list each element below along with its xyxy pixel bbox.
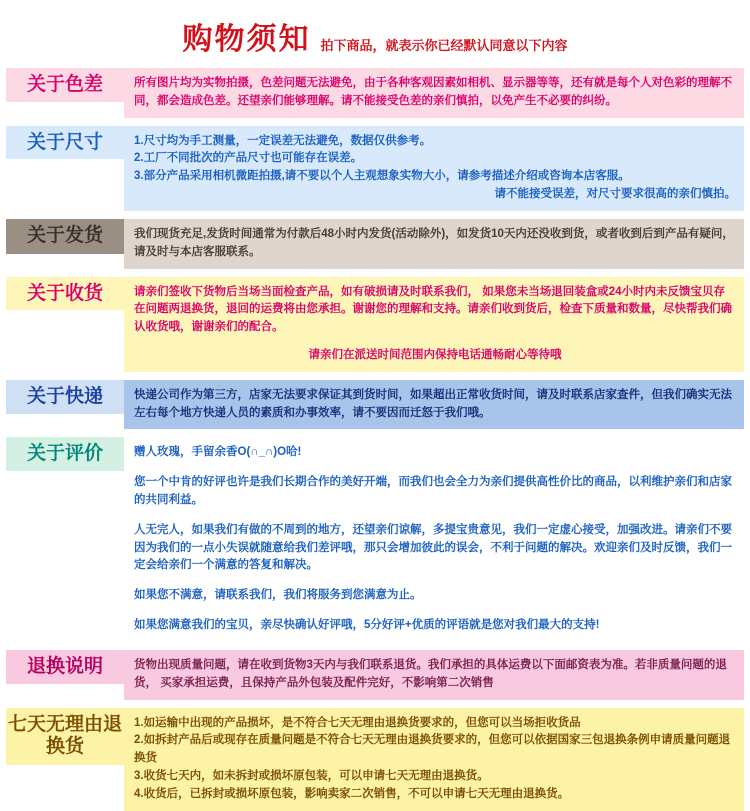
section-line: 快递公司作为第三方，店家无法要求保证其到货时间，如果超出正常收货时间，请及时联系店家查件，但我们确实无法左右每个地方快递人员的素质和办事效率，请不要因而迁怒于我们哦。 [134,388,732,419]
section-line: 人无完人，如果我们有做的不周到的地方，还望亲们谅解，多提宝贵意见，我们一定虚心接受，加强改进。请亲们不要因为我们的一点小失误就随意给我们差评哦，那只会增加彼此的误会，不利于问题的解决。欢迎亲们及时反馈，我们一定会给亲们一个满意的答复和解决。 [134,523,732,572]
section-line: 请亲们签收下货物后当场当面检查产品，如有破损请及时联系我们， 如果您未当场退回装盒或24小时内未反馈宝贝存在问题两退换货，退回的运费将由您承担。谢谢您的理解和支持。请亲们收到货后，检查下质量和数量，尽快帮我们确认收货哦，谢谢亲们的配合。 [134,285,732,334]
section-label-review: 关于评价 [6,437,124,471]
section-line: 货物出现质量问题，请在收到货物3天内与我们联系退货。我们承担的具体运费以下面邮资表为准。若非质量问题的退货， 买家承担运费，且保持产品外包装及配件完好，不影响第二次销售 [134,658,727,689]
section-color-difference [6,68,744,118]
section-seven-day-return [6,708,744,811]
section-line: 2.工厂不同批次的产品尺寸也可能存在误差。 [134,152,363,165]
section-label-size: 关于尺寸 [6,126,124,160]
section-size [6,126,744,211]
section-body-size [124,126,744,211]
section-body-color-difference [124,68,744,118]
section-right-note: 请不能接受误差，对尺寸要求很高的亲们慎拍。 [494,188,736,201]
section-body-review [124,437,744,642]
section-center-note: 请亲们在派送时间范围内保持电话通畅耐心等待哦 [308,348,562,361]
section-line: 您一个中肯的好评也许是我们长期合作的美好开端，而我们也会全力为亲们提供高性价比的商品，以利维护亲们和店家的共同利益。 [134,476,732,506]
section-body-receiving [124,277,744,372]
section-line: 如果您满意我们的宝贝，亲尽快确认好评哦，5分好评+优质的评语就是您对我们最大的支持! [134,619,600,632]
section-review [6,437,744,642]
section-return-policy [6,650,744,700]
section-label-receiving: 关于收货 [6,277,124,311]
page-subtitle: 拍下商品，就表示你已经默认同意以下内容 [320,38,568,53]
section-label-color-difference: 关于色差 [6,68,124,102]
section-label-seven-day-return: 七天无理由退换货 [6,708,124,766]
section-label-shipping: 关于发货 [6,219,124,254]
section-courier [6,380,744,430]
section-body-seven-day-return [124,708,744,811]
section-line: 2.如拆封产品后或现存在质量问题是不符合七天无理由退换货要求的，但您可以依据国家三包退换条例申请质量问题退换货 [134,734,731,765]
section-label-return-policy: 退换说明 [6,650,124,684]
section-line: 1.尺寸均为手工测量，一定误差无法避免，数据仅供参考。 [134,134,432,147]
section-line: 我们现货充足,发货时间通常为付款后48小时内发货(活动除外)，如发货10天内还没收到货，或者收到后到产品有疑问，请及时与本店客服联系。 [134,227,734,258]
page-header [0,0,750,68]
section-label-courier: 关于快递 [6,380,124,414]
section-line: 如果您不满意，请联系我们，我们将服务到您满意为止。 [134,589,422,602]
section-line: 3.收货七天内，如未拆封或损坏原包装，可以申请七天无理由退换货。 [134,769,489,782]
section-line: 1.如运输中出现的产品损坏，是不符合七天无理由退换货要求的，但您可以当场拒收货品 [134,716,581,729]
section-receiving [6,277,744,372]
section-shipping [6,219,744,269]
section-line: 4.收货后，已拆封或损坏原包装，影响卖家二次销售，不可以申请七天无理由退换货。 [134,787,570,800]
section-line: 所有图片均为实物拍摄，色差问题无法避免，由于各种客观因素如相机、显示器等等，还有就是每个人对色彩的理解不同，都会造成色差。还望亲们能够理解。请不能接受色差的亲们慎拍，以免产生不必要的纠纷。 [134,77,732,107]
section-body-courier [124,380,744,430]
section-body-return-policy [124,650,744,700]
page-title: 购物须知 [182,22,311,57]
section-body-shipping [124,219,744,269]
section-line: 3.部分产品采用相机微距拍摄,请不要以个人主观想象实物大小，请参考描述介绍或咨询本店客服。 [134,170,630,183]
section-line: 赠人玫瑰，手留余香O(∩_∩)O哈! [134,446,302,459]
